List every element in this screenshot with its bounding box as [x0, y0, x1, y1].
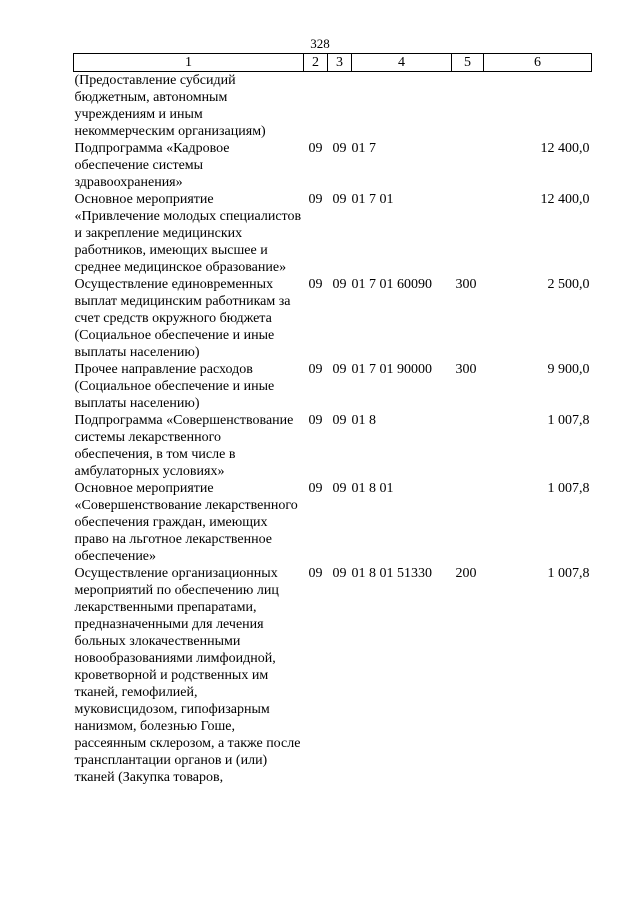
row-section: 09: [308, 362, 323, 377]
row-target-article: 01 8 01 51330: [351, 566, 432, 581]
row-name: Основное мероприятие «Совершенствование лекарственного обеспечения граждан, имеющих право на льготное лекарственное обеспечение»: [74, 481, 298, 564]
row-expense-type: 200: [455, 566, 477, 581]
column-header-5: 5: [452, 54, 484, 72]
row-subsection: 09: [332, 413, 347, 428]
row-subsection: 09: [332, 566, 347, 581]
table-row: [74, 140, 592, 191]
budget-table: [73, 53, 592, 786]
column-header-4: 4: [352, 54, 452, 72]
row-name: Прочее направление расходов (Социальное обеспечение и иные выплаты населению): [74, 362, 275, 411]
row-section: 09: [308, 192, 323, 207]
row-amount: 2 500,0: [547, 277, 590, 292]
row-target-article: 01 7 01: [351, 192, 394, 207]
row-section: [304, 72, 328, 141]
page-number: 328: [310, 36, 330, 51]
row-expense-type: 300: [455, 362, 477, 377]
row-section: 09: [308, 141, 323, 156]
table-row: [74, 72, 592, 141]
table-row: [74, 412, 592, 480]
table-row: [74, 565, 592, 786]
column-header-3: 3: [328, 54, 352, 72]
row-section: 09: [308, 277, 323, 292]
table-row: [74, 276, 592, 361]
row-name: Основное мероприятие «Привлечение молодых специалистов и закрепление медицинских работников, имеющих высшее и среднее медицинское образование»: [74, 192, 302, 275]
row-amount: 1 007,8: [547, 413, 590, 428]
row-section: 09: [308, 481, 323, 496]
row-expense-type: [452, 480, 484, 565]
row-expense-type: [452, 72, 484, 141]
row-amount: 1 007,8: [547, 481, 590, 496]
row-amount: 9 900,0: [547, 362, 590, 377]
row-section: 09: [308, 413, 323, 428]
row-amount: [484, 72, 592, 141]
row-target-article: 01 7 01 90000: [351, 362, 432, 377]
table-row: [74, 480, 592, 565]
table-row: [74, 361, 592, 412]
row-subsection: 09: [332, 277, 347, 292]
table-row: [74, 191, 592, 276]
column-header-6: 6: [484, 54, 592, 72]
table-header-row: [74, 54, 592, 72]
column-header-2: 2: [304, 54, 328, 72]
row-expense-type: 300: [455, 277, 477, 292]
row-subsection: 09: [332, 192, 347, 207]
row-subsection: 09: [332, 481, 347, 496]
row-subsection: [328, 72, 352, 141]
row-target-article: [352, 72, 452, 141]
row-section: 09: [308, 566, 323, 581]
row-target-article: 01 7: [351, 141, 376, 156]
row-name: (Предоставление субсидий бюджетным, автономным учреждениям и иным некоммерческим организациям): [74, 73, 266, 139]
row-target-article: 01 8 01: [351, 481, 394, 496]
row-name: Осуществление организационных мероприятий по обеспечению лиц лекарственными препаратами, предназначенными для лечения больных злокачественными новообразованиями лимфоидной, кроветворной и родственных им тканей, гемофилией, муковисцидозом, гипофизарным нанизмом, болезнью Гоше, рассеянным склерозом, а также после трансплантации органов и (или) тканей (Закупка товаров,: [74, 566, 301, 785]
row-amount: 12 400,0: [540, 192, 590, 207]
row-expense-type: [452, 191, 484, 276]
row-subsection: 09: [332, 362, 347, 377]
row-name: Осуществление единовременных выплат медицинским работникам за счет средств окружного бюджета (Социальное обеспечение и иные выплаты населению): [74, 277, 291, 360]
row-name: Подпрограмма «Совершенствование системы лекарственного обеспечения, в том числе в амбулаторных условиях»: [74, 413, 294, 479]
row-expense-type: [452, 140, 484, 191]
column-header-1: 1: [74, 54, 304, 72]
row-target-article: 01 7 01 60090: [351, 277, 432, 292]
row-amount: 1 007,8: [547, 566, 590, 581]
row-name: Подпрограмма «Кадровое обеспечение системы здравоохранения»: [74, 141, 230, 190]
row-amount: 12 400,0: [540, 141, 590, 156]
row-expense-type: [452, 412, 484, 480]
row-subsection: 09: [332, 141, 347, 156]
row-target-article: 01 8: [351, 413, 376, 428]
